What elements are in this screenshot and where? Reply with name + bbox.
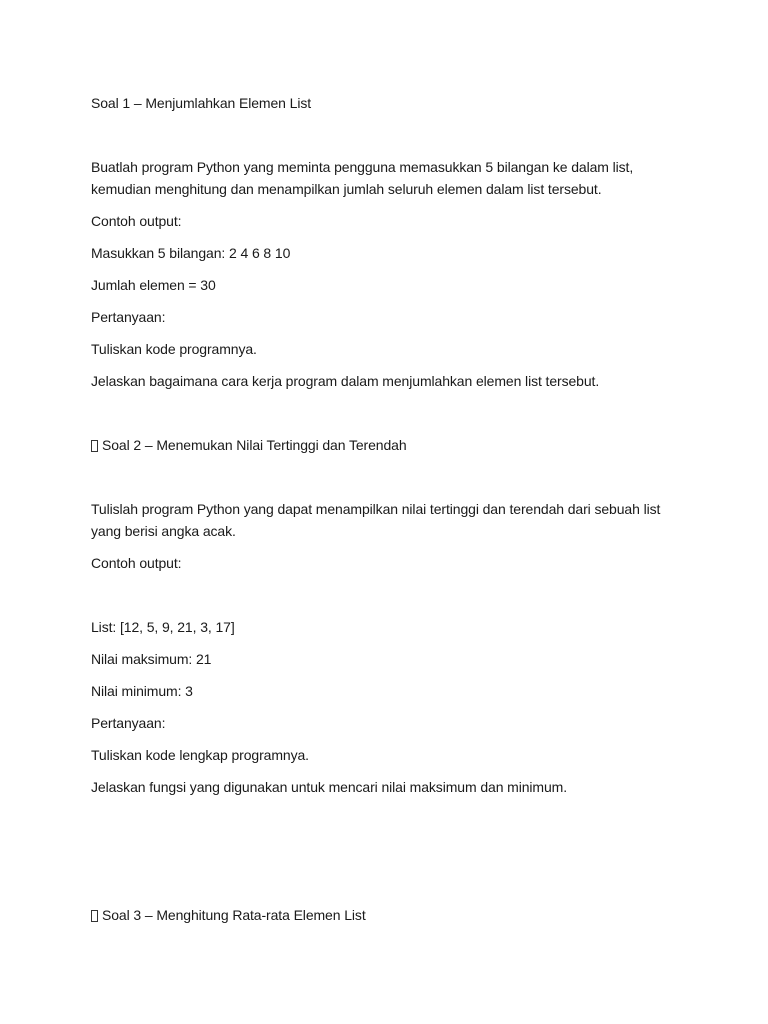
missing-glyph-icon [91, 440, 98, 452]
soal-3-heading [91, 904, 691, 926]
soal-2-heading [91, 434, 691, 456]
soal-2-question-1: Tuliskan kode lengkap programnya. [91, 747, 309, 763]
soal-1-output-line-1: Masukkan 5 bilangan: 2 4 6 8 10 [91, 245, 291, 261]
soal-1-question-1: Tuliskan kode programnya. [91, 341, 257, 357]
missing-glyph-icon [91, 910, 98, 922]
soal-1-pertanyaan-label: Pertanyaan: [91, 309, 166, 325]
soal-2-output-line-3: Nilai minimum: 3 [91, 683, 193, 699]
soal-1-contoh-label: Contoh output: [91, 213, 182, 229]
soal-2-pertanyaan-label: Pertanyaan: [91, 715, 166, 731]
soal-1-output-line-2: Jumlah elemen = 30 [91, 277, 216, 293]
soal-2-description-line-2: yang berisi angka acak. [91, 523, 236, 539]
soal-2-output-line-2: Nilai maksimum: 21 [91, 651, 212, 667]
soal-3-title: Soal 3 – Menghitung Rata-rata Elemen List [102, 907, 366, 923]
soal-1-question-2: Jelaskan bagaimana cara kerja program dalam menjumlahkan elemen list tersebut. [91, 373, 600, 389]
soal-2-title: Soal 2 – Menemukan Nilai Tertinggi dan Terendah [102, 437, 407, 453]
soal-2-question-2: Jelaskan fungsi yang digunakan untuk mencari nilai maksimum dan minimum. [91, 779, 568, 795]
soal-2-contoh-label: Contoh output: [91, 555, 182, 571]
soal-1-description-line-1: Buatlah program Python yang meminta pengguna memasukkan 5 bilangan ke dalam list, [91, 159, 634, 175]
soal-1-title: Soal 1 – Menjumlahkan Elemen List [91, 95, 312, 111]
soal-1-description-line-2: kemudian menghitung dan menampilkan jumlah seluruh elemen dalam list tersebut. [91, 181, 602, 197]
soal-2-description-line-1: Tulislah program Python yang dapat menampilkan nilai tertinggi dan terendah dari sebuah list [91, 501, 661, 517]
soal-2-output-line-1: List: [12, 5, 9, 21, 3, 17] [91, 619, 235, 635]
